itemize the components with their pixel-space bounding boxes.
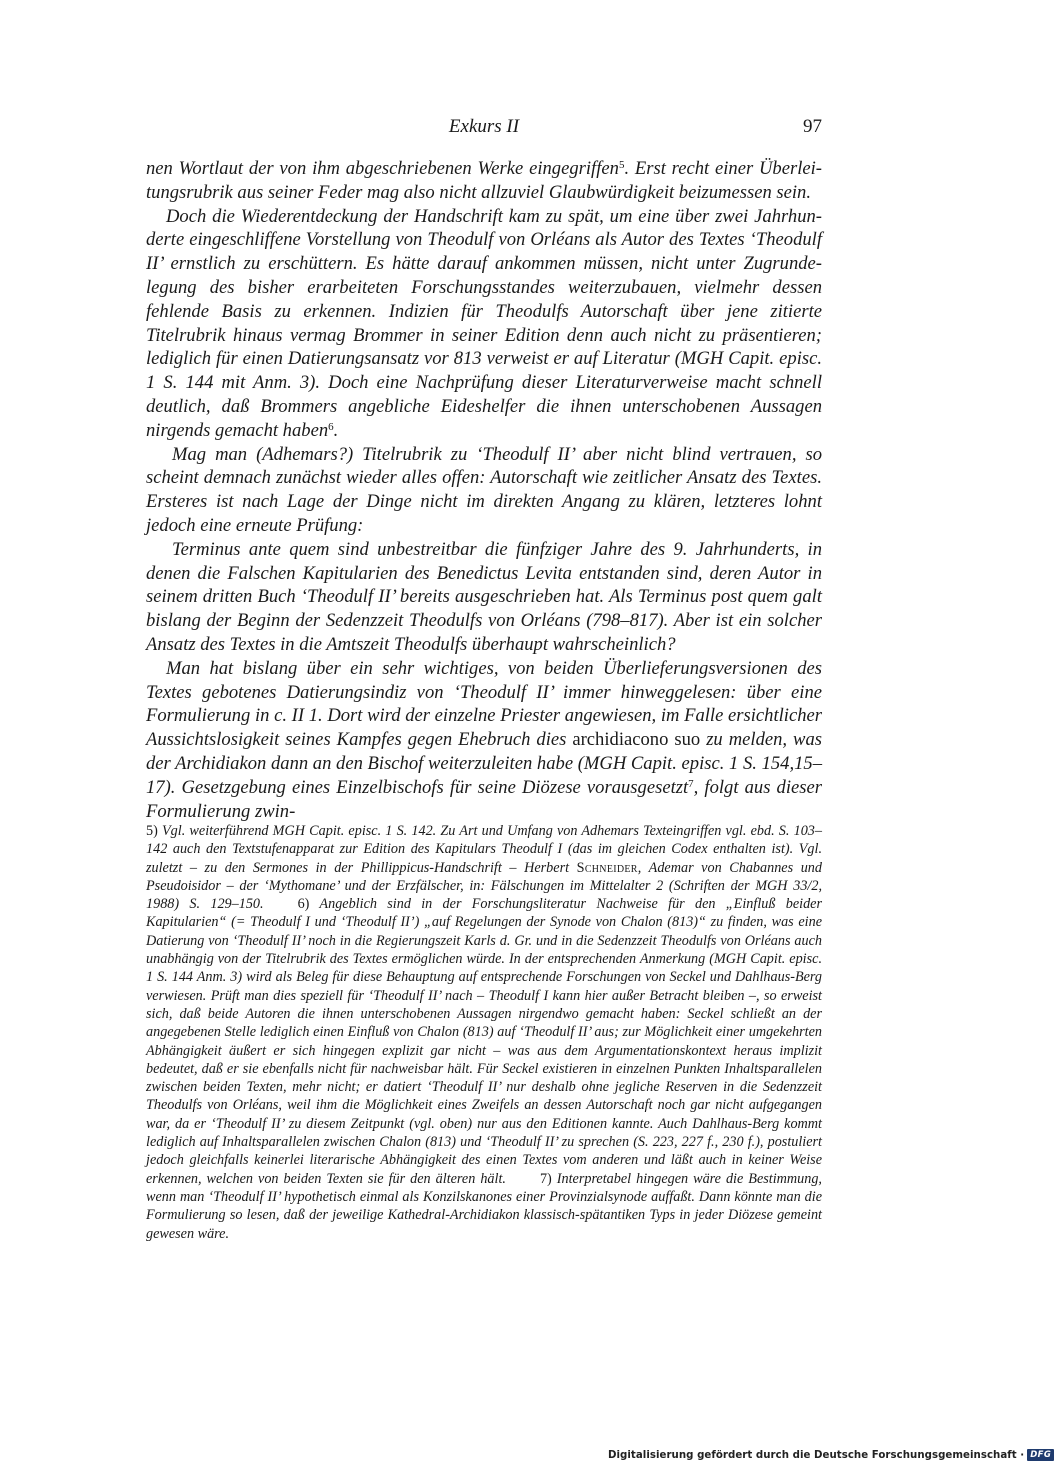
page-number: 97 [803, 116, 822, 137]
body-text [146, 157, 822, 823]
author-name: Schneider [576, 859, 638, 876]
credit-text: Digitalisierung gefördert durch die Deutsche Forschungsgemeinschaft · [608, 1449, 1025, 1461]
digitization-credit [608, 1449, 1052, 1463]
paragraph-2 [146, 205, 822, 443]
paragraph-5-end: , folgt aus dieser Formulierung zwin- [146, 776, 822, 822]
paragraph-5-text: Man hat bislang über ein sehr wichtiges, von beiden Überlieferungsversionen des Textes gebotenes Datierungsindiz von ‘Theodulf II’ immer hinweggelesen: über eine Formulierung in c. II 1. Dort wird der einzelne Priester angewiesen, im Falle ersichtlicher Aussichtslosigkeit seines Kampfes gegen Ehebruch dies [146, 657, 822, 751]
paragraph-4: Terminus ante quem sind unbestreitbar die fünfziger Jahre des 9. Jahrhunderts, in denen die Falschen Kapitularien des Benedictus Levita entstanden sind, deren Autor in seinem dritten Buch ‘Theodulf II’ bereits ausgeschrieben hat. Als Terminus post quem galt bislang der Beginn der Sedenzzeit Theodulfs von Orléans (798–817). Aber ist ein solcher Ansatz des Textes in die Amtszeit Theodulfs überhaupt wahrscheinlich? [146, 538, 822, 655]
footnote-5-text-cont: , Ademar von Chabannes und Pseudoisidor – der ‘Mythomane’ und der Erzfälscher, in: Fälschungen im Mittelalter 2 (Schriften der MGH 33/2, 1988) S. 129–150. [146, 859, 822, 913]
paragraph-2-end: . [333, 419, 339, 441]
footnote-6-number: 6) [297, 896, 310, 913]
footnote-ref-7[interactable]: 7 [688, 777, 694, 790]
paragraph-1 [146, 157, 822, 205]
page-header [146, 116, 822, 140]
footnote-ref-5[interactable]: 5 [618, 159, 625, 171]
footnote-7-text: Interpretabel hingegen wäre die Bestimmung, wenn man ‘Theodulf II’ hypothetisch einmal als Konzilskanones einer Provinzialsynode auffaßt. Dann könnte man die Formulierung so lesen, daß der jeweilige Kathedral-Archidiakon klassisch-spätantiken Typs in jeder Diözese gemeint gewesen wäre. [146, 1170, 822, 1242]
paragraph-3: Mag man (Adhemars?) Titelrubrik zu ‘Theodulf II’ aber nicht blind vertrauen, so scheint demnach zunächst wieder alles offen: Autorschaft wie zeitlicher Ansatz des Textes. Ersteres ist nach Lage der Dinge nicht im direkten Angang zu klären, letzteres lohnt jedoch eine erneute Prüfung: [146, 443, 822, 536]
footnotes [146, 822, 822, 1243]
footnote-block [146, 822, 822, 1243]
latin-quote: archidiacono suo [572, 729, 701, 751]
paragraph-1-end: . Erst recht einer Überleitungsrubrik aus seiner Feder mag also nicht allzuviel Glaubwürdigkeit beizumessen sein. [146, 158, 822, 203]
footnote-5-number: 5) [146, 823, 158, 839]
paragraph-5-text-cont: zu melden, was der Archidiakon dann an den Bischof weiterzuleiten habe (MGH Capit. episc. 1 S. 154,15–17). Gesetzgebung eines Einzelbischofs für seine Diözese vorausgesetzt [146, 729, 822, 798]
footnote-5-text: Vgl. weiterführend MGH Capit. episc. 1 S. 142. Zu Art und Umfang von Adhemars Texteingriffen vgl. ebd. S. 103–142 auch den Textstufenapparat zur Edition des Kapitulars Theodulf I (das im gleichen Codex enthalten ist). Vgl. zuletzt – zu den Sermones in der Phillippicus-Handschrift – Herbert [146, 823, 822, 876]
paragraph-5 [146, 657, 822, 824]
running-head: Exkurs II [448, 116, 520, 137]
footnote-6-text: Angeblich sind in der Forschungsliteratur Nachweise für den „Einfluß beider Kapitularien“ (= Theodulf I und ‘Theodulf II’) „auf Regelungen der Synode von Chalon (813)“ zu finden, was eine Datierung von ‘Theodulf II’ noch in die Regierungszeit Karls d. Gr. und in die Sedenzzeit Theodulfs von Orléans auch unabhängig von der Titelrubrik des Textes ermöglichen würde. In der entsprechenden Anmerkung (MGH Capit. episc. 1 S. 144 Anm. 3) wird als Beleg für diese Behauptung auf entsprechende Forschungen von Seckel und Dahlhaus-Berg verwiesen. Prüft man dies speziell für ‘Theodulf II’ nach – Theodulf I kann hier außer Betracht bleiben –, so erweist sich, daß beide Autoren die ihnen unterschobenen Aussagen nirgendwo gemacht haben: Seckel schließt an der angegebenen Stelle lediglich einen Einfluß von Chalon (813) auf ‘Theodulf II’ aus; zur Möglichkeit einer umgekehrten Abhängigkeit äußert er sich hingegen explizit gar nicht – was aus dem Argumentationskontext heraus implizit bedeutet, daß er sie ebenfalls nicht für nachweisbar hält. Für Seckel existieren in einzelnen Punkten Inhaltsparallelen zwischen beiden Texten, mehr nicht; er datiert ‘Theodulf II’ nur deshalb ohne jegliche Reserven in die Sedenzzeit Theodulfs von Orléans, weil ihm die Möglichkeit eines Zweifels an dessen Autorschaft noch gar nicht aufgegangen war, da er ‘Theodulf II’ zu diesem Zeitpunkt (vgl. oben) nur aus den Editionen kannte. Auch Dahlhaus-Berg kommt lediglich auf Inhaltsparallelen zwischen Chalon (813) und ‘Theodulf II’ zu sprechen (S. 223, 227 f., 230 f.), postuliert jedoch gleichfalls keinerlei literarische Abhängigkeit des einen Textes vom anderen und läßt auch in keiner Weise erkennen, welchen von beiden Texten sie für den älteren hält. [146, 896, 822, 1187]
footnote-ref-6[interactable]: 6 [328, 420, 334, 433]
paragraph-2-text: Doch die Wiederentdeckung der Handschrift kam zu spät, um eine über zwei Jahrhunderte eingeschliffene Vorstellung von Theodulf von Orléans als Autor des Textes ‘Theodulf II’ ernstlich zu erschüttern. Es hätte darauf ankommen müssen, nicht unter Zugrundelegung des bisher erarbeiteten Forschungsstandes weiterzubauen, vielmehr dessen fehlende Basis zu erkennen. Indizien für Theodulfs Autorschaft über jene zitierte Titelrubrik hinaus vermag Brommer in seiner Edition denn auch nicht zu präsentieren; lediglich für einen Datierungsansatz vor 813 verweist er auf Literatur (MGH Capit. episc. 1 S. 144 mit Anm. 3). Doch eine Nachprüfung dieser Literaturverweise macht schnell deutlich, daß Brommers angebliche Eideshelfer die ihnen unterschobenen Aussagen nirgends gemacht haben [146, 205, 822, 441]
paragraph-1-text: nen Wortlaut der von ihm abgeschriebenen Werke eingegriffen [146, 158, 619, 179]
dfg-logo-icon: DFG [1027, 1449, 1054, 1461]
footnote-7-number: 7) [539, 1170, 552, 1187]
